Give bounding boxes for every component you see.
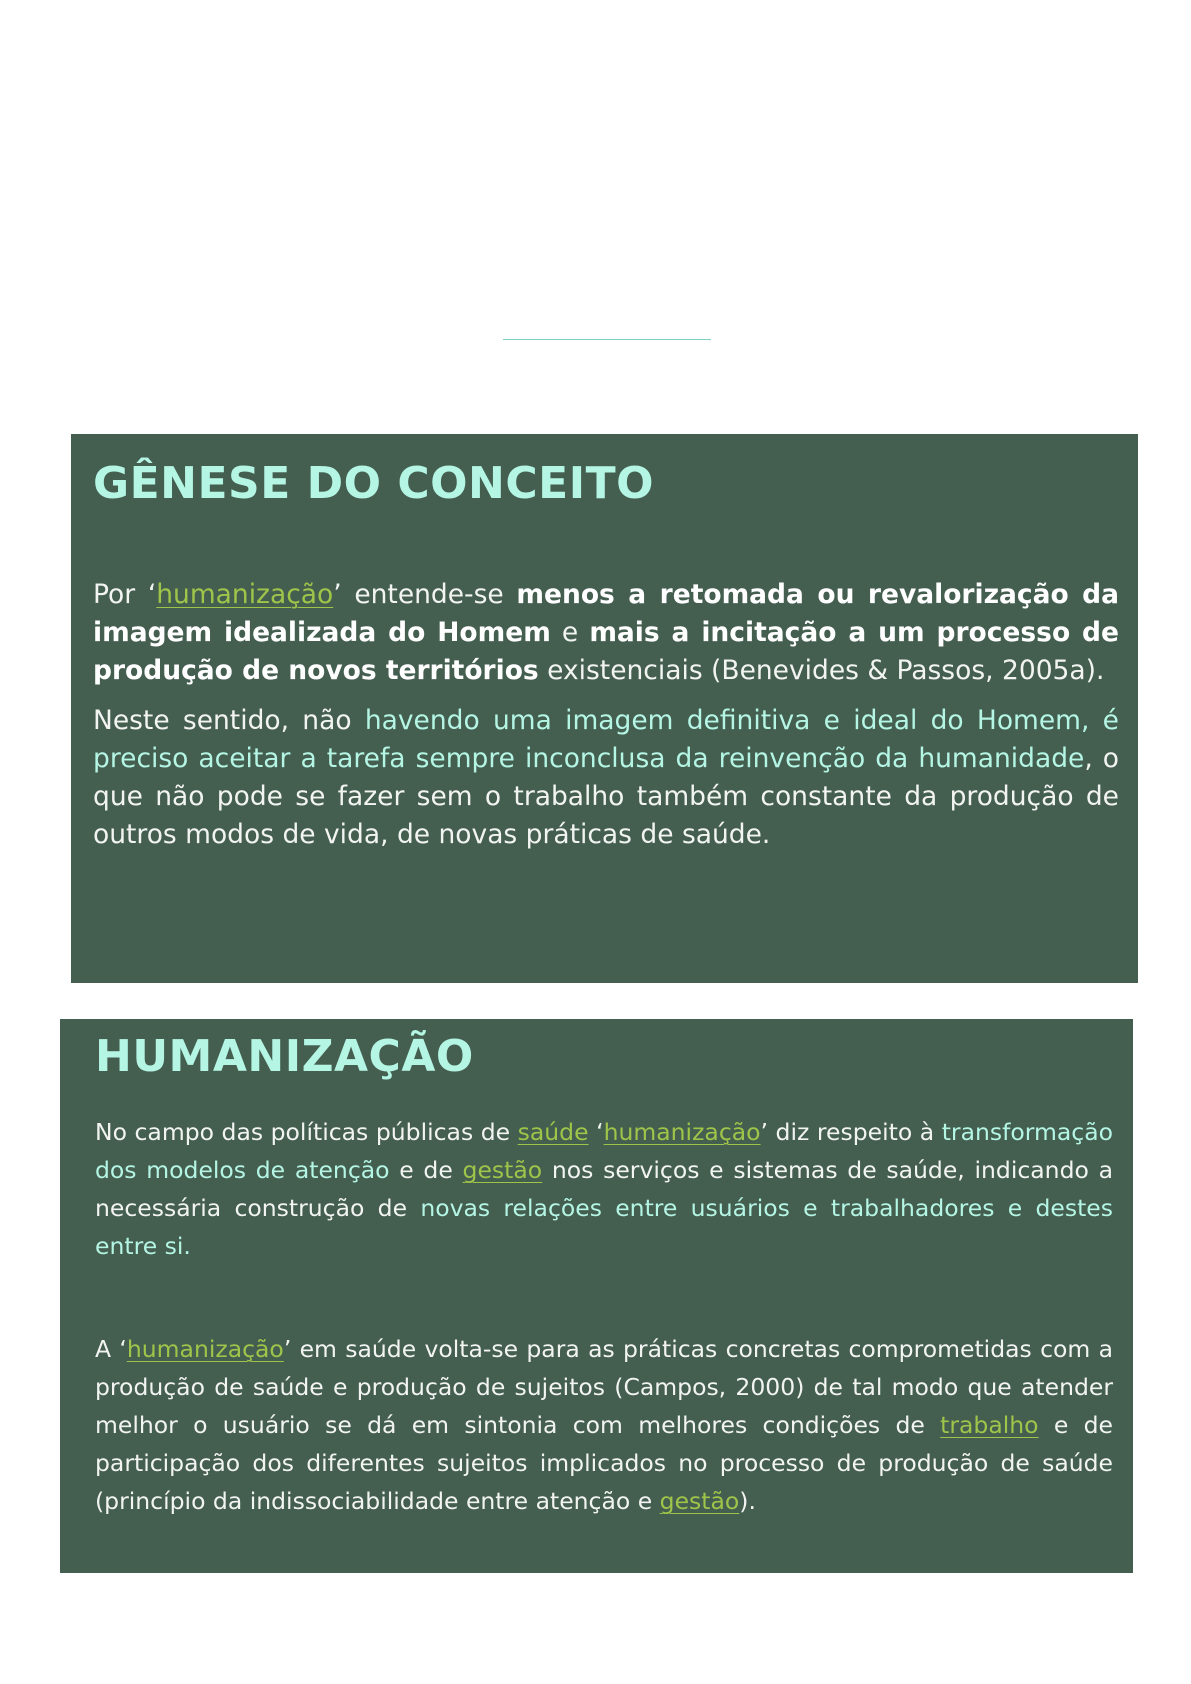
text-segment: e de: [389, 1156, 463, 1184]
panel-title-genese: GÊNESE DO CONCEITO: [93, 458, 655, 509]
text-segment: Por ‘: [93, 579, 157, 610]
text-segment: e de participação dos diferentes sujeitos implicados no processo de produção de saúde (princípio da indissociabilidade entre atenção e: [95, 1411, 1113, 1515]
text-segment: , o que não pode se fazer sem o trabalho também constante da produção de outros modos de vida, de novas práticas de saúde.: [93, 743, 1120, 850]
bold-phrase-menos: menos a retomada ou revalorização da imagem idealizada do Homem: [93, 579, 1119, 648]
genese-do-conceito-panel: [71, 434, 1138, 983]
humanizacao-panel: [60, 1019, 1133, 1573]
header-divider-line: [503, 339, 711, 340]
text-segment: A ‘: [95, 1335, 127, 1363]
link-humanizacao[interactable]: humanização: [603, 1118, 761, 1146]
bold-phrase-mais: mais a incitação a um processo de produção de novos territórios: [93, 617, 1119, 686]
text-segment: nos serviços e sistemas de saúde, indicando a necessária construção de: [95, 1156, 1113, 1222]
text-segment: existenciais (Benevides & Passos, 2005a).: [538, 655, 1105, 686]
link-trabalho[interactable]: trabalho: [940, 1411, 1039, 1439]
text-segment: ‘: [588, 1118, 604, 1146]
link-saude[interactable]: saúde: [517, 1118, 589, 1146]
text-segment: ’ diz respeito à: [760, 1118, 942, 1146]
link-humanizacao[interactable]: humanização: [156, 579, 334, 610]
paragraph-politicas-publicas: [95, 1113, 1113, 1265]
link-humanizacao[interactable]: humanização: [126, 1335, 284, 1363]
highlight-phrase-novas-relacoes: novas relações entre usuários e trabalhadores e destes entre si.: [95, 1194, 1113, 1260]
paragraph-praticas-concretas: [95, 1330, 1113, 1520]
link-gestao[interactable]: gestão: [659, 1487, 740, 1515]
text-segment: ’ entende-se: [333, 579, 517, 610]
paragraph-neste-sentido: [93, 702, 1119, 854]
highlight-phrase-transformacao: transformação dos modelos de atenção: [95, 1118, 1113, 1184]
text-segment: ).: [739, 1487, 756, 1515]
panel-title-humanizacao: HUMANIZAÇÃO: [95, 1031, 474, 1082]
text-segment: Neste sentido, não: [93, 705, 365, 736]
text-segment: No campo das políticas públicas de: [95, 1118, 518, 1146]
link-gestao[interactable]: gestão: [462, 1156, 543, 1184]
highlight-phrase-imagem-definitiva: havendo uma imagem definitiva e ideal do Homem, é preciso aceitar a tarefa sempre inconclusa da reinvenção da humanidade: [93, 705, 1119, 774]
text-segment: ’ em saúde volta-se para as práticas concretas comprometidas com a produção de saúde e produção de sujeitos (Campos, 2000) de tal modo que atender melhor o usuário se dá em sintonia com melhores condições de: [95, 1335, 1113, 1439]
text-segment: e: [550, 617, 590, 648]
paragraph-definicao-humanizacao: [93, 576, 1119, 690]
